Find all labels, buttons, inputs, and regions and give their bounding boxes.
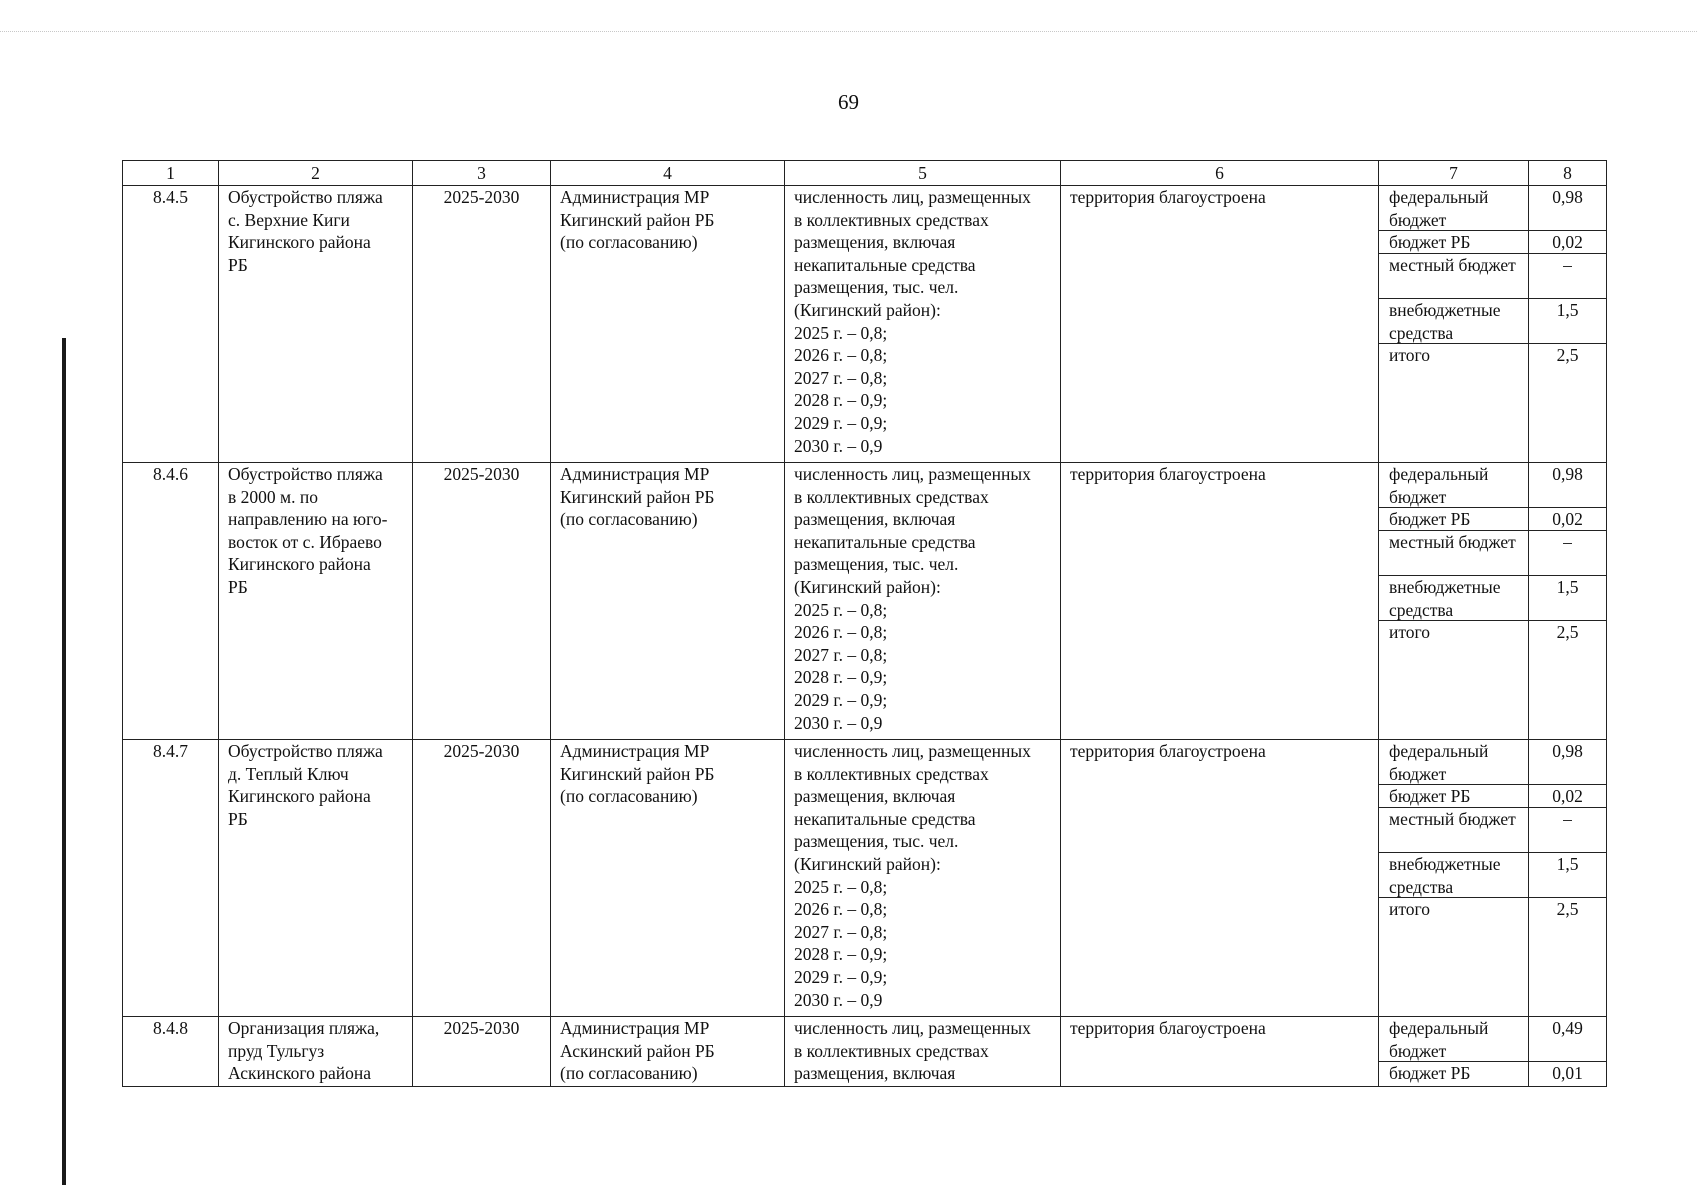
scan-edge-line bbox=[0, 31, 1697, 32]
funding-value: 0,98 bbox=[1529, 740, 1606, 785]
period-cell: 2025-2030 bbox=[413, 186, 551, 463]
executor-line: (по согласованию) bbox=[560, 786, 698, 807]
executor-line: Администрация МР bbox=[560, 741, 710, 761]
funding-source: внебюджетные средства bbox=[1379, 853, 1528, 898]
indicator-line: 2028 г. – 0,9; bbox=[794, 944, 888, 965]
item-name-line: восток от с. Ибраево bbox=[228, 531, 382, 552]
funding-source: итого bbox=[1389, 345, 1431, 365]
funding-value: 0,02 bbox=[1529, 785, 1606, 808]
scan-binding-edge bbox=[62, 338, 66, 1185]
funding-value: 2,5 bbox=[1556, 622, 1579, 642]
executor-line: (по согласованию) bbox=[560, 509, 698, 530]
indicator-line: в коллективных средствах bbox=[794, 763, 989, 784]
table-row bbox=[123, 463, 1607, 740]
indicator-line: (Кигинский район): bbox=[794, 853, 941, 874]
indicator-line: 2030 г. – 0,9 bbox=[794, 989, 883, 1010]
indicator-line: 2030 г. – 0,9 bbox=[794, 435, 883, 456]
funding-value: 2,5 bbox=[1556, 345, 1579, 365]
indicator-line: численность лиц, размещенных bbox=[794, 741, 1031, 761]
item-name-line: Аскинского района bbox=[228, 1063, 371, 1084]
funding-source: федеральный бюджет bbox=[1379, 186, 1528, 231]
indicator-cell bbox=[785, 1017, 1061, 1087]
period-cell: 2025-2030 bbox=[413, 740, 551, 1017]
indicator-line: 2029 г. – 0,9; bbox=[794, 689, 888, 710]
funding-value: 0,02 bbox=[1529, 231, 1606, 254]
executor-line: Кигинский район РБ bbox=[560, 763, 715, 784]
period-cell: 2025-2030 bbox=[413, 1017, 551, 1087]
item-name-line: Обустройство пляжа bbox=[228, 464, 383, 484]
funding-value-cell bbox=[1529, 463, 1607, 740]
item-name-line: РБ bbox=[228, 576, 248, 597]
header-cell: 5 bbox=[785, 161, 1061, 186]
item-name-line: РБ bbox=[228, 254, 248, 275]
executor-line: Администрация МР bbox=[560, 464, 710, 484]
indicator-line: численность лиц, размещенных bbox=[794, 1018, 1031, 1038]
table-row bbox=[123, 1017, 1607, 1087]
table-row bbox=[123, 740, 1607, 1017]
executor-line: Администрация МР bbox=[560, 187, 710, 207]
funding-source: итого bbox=[1389, 622, 1431, 642]
indicator-line: 2027 г. – 0,8; bbox=[794, 921, 888, 942]
indicator-line: 2030 г. – 0,9 bbox=[794, 712, 883, 733]
executor-cell bbox=[551, 463, 785, 740]
page-number: 69 bbox=[838, 90, 859, 114]
executor-line: Администрация МР bbox=[560, 1018, 710, 1038]
header-cell: 3 bbox=[413, 161, 551, 186]
indicator-line: 2025 г. – 0,8; bbox=[794, 599, 888, 620]
funding-source: бюджет РБ bbox=[1379, 508, 1528, 531]
funding-value: 0,02 bbox=[1529, 508, 1606, 531]
item-name-line: в 2000 м. по bbox=[228, 486, 318, 507]
item-name-line: д. Теплый Ключ bbox=[228, 763, 349, 784]
funding-source-cell bbox=[1379, 740, 1529, 1017]
funding-value: 0,49 bbox=[1529, 1017, 1606, 1062]
indicator-line: 2026 г. – 0,8; bbox=[794, 622, 888, 643]
item-name-line: Кигинского района bbox=[228, 786, 371, 807]
item-name-cell bbox=[219, 740, 413, 1017]
program-table bbox=[122, 160, 1607, 1087]
funding-source: федеральный бюджет bbox=[1379, 740, 1528, 785]
funding-source-cell bbox=[1379, 1017, 1529, 1087]
funding-source-cell bbox=[1379, 463, 1529, 740]
indicator-line: 2028 г. – 0,9; bbox=[794, 390, 888, 411]
indicator-line: в коллективных средствах bbox=[794, 486, 989, 507]
table-row bbox=[123, 186, 1607, 463]
executor-line: Кигинский район РБ bbox=[560, 209, 715, 230]
indicator-cell bbox=[785, 740, 1061, 1017]
indicator-cell bbox=[785, 186, 1061, 463]
indicator-line: 2027 г. – 0,8; bbox=[794, 644, 888, 665]
item-name-line: Обустройство пляжа bbox=[228, 741, 383, 761]
indicator-line: 2026 г. – 0,8; bbox=[794, 899, 888, 920]
item-number-cell: 8.4.6 bbox=[123, 463, 219, 740]
item-name-line: с. Верхние Киги bbox=[228, 209, 350, 230]
item-name-line: Организация пляжа, bbox=[228, 1018, 380, 1038]
indicator-line: 2025 г. – 0,8; bbox=[794, 876, 888, 897]
funding-source: внебюджетные средства bbox=[1379, 576, 1528, 621]
item-name-cell bbox=[219, 186, 413, 463]
indicator-line: 2026 г. – 0,8; bbox=[794, 345, 888, 366]
item-name-line: Кигинского района bbox=[228, 554, 371, 575]
indicator-line: в коллективных средствах bbox=[794, 1040, 989, 1061]
indicator-line: 2025 г. – 0,8; bbox=[794, 322, 888, 343]
funding-value: 0,01 bbox=[1552, 1063, 1583, 1083]
funding-value: 2,5 bbox=[1556, 899, 1579, 919]
executor-line: Аскинский район РБ bbox=[560, 1040, 715, 1061]
indicator-line: (Кигинский район): bbox=[794, 299, 941, 320]
item-name-line: направлению на юго- bbox=[228, 509, 388, 530]
indicator-line: размещения, включая bbox=[794, 786, 956, 807]
item-number-cell: 8.4.8 bbox=[123, 1017, 219, 1087]
indicator-line: размещения, тыс. чел. bbox=[794, 831, 959, 852]
funding-value: – bbox=[1529, 808, 1606, 853]
funding-value: 1,5 bbox=[1529, 576, 1606, 621]
header-cell: 2 bbox=[219, 161, 413, 186]
funding-source: местный бюджет bbox=[1379, 254, 1528, 299]
funding-value-cell bbox=[1529, 186, 1607, 463]
indicator-line: размещения, тыс. чел. bbox=[794, 277, 959, 298]
executor-cell bbox=[551, 740, 785, 1017]
table-header-row bbox=[123, 161, 1607, 186]
header-cell: 7 bbox=[1379, 161, 1529, 186]
item-name-line: Обустройство пляжа bbox=[228, 187, 383, 207]
funding-value-cell bbox=[1529, 1017, 1607, 1087]
item-number-cell: 8.4.5 bbox=[123, 186, 219, 463]
funding-source: бюджет РБ bbox=[1379, 785, 1528, 808]
funding-source: бюджет РБ bbox=[1379, 231, 1528, 254]
header-cell: 8 bbox=[1529, 161, 1607, 186]
result-cell: территория благоустроена bbox=[1061, 1017, 1379, 1087]
funding-source: местный бюджет bbox=[1379, 808, 1528, 853]
funding-source-cell bbox=[1379, 186, 1529, 463]
item-name-cell bbox=[219, 1017, 413, 1087]
funding-value: 0,98 bbox=[1529, 463, 1606, 508]
funding-source: бюджет РБ bbox=[1389, 1063, 1471, 1083]
executor-cell bbox=[551, 186, 785, 463]
header-cell: 1 bbox=[123, 161, 219, 186]
header-cell: 4 bbox=[551, 161, 785, 186]
indicator-line: некапитальные средства bbox=[794, 254, 976, 275]
funding-value: – bbox=[1529, 531, 1606, 576]
period-cell: 2025-2030 bbox=[413, 463, 551, 740]
indicator-line: численность лиц, размещенных bbox=[794, 464, 1031, 484]
executor-line: (по согласованию) bbox=[560, 1063, 698, 1084]
funding-source: итого bbox=[1389, 899, 1431, 919]
executor-line: Кигинский район РБ bbox=[560, 486, 715, 507]
header-cell: 6 bbox=[1061, 161, 1379, 186]
funding-value: 1,5 bbox=[1529, 853, 1606, 898]
item-name-line: РБ bbox=[228, 808, 248, 829]
funding-value: – bbox=[1529, 254, 1606, 299]
indicator-line: в коллективных средствах bbox=[794, 209, 989, 230]
result-cell: территория благоустроена bbox=[1061, 740, 1379, 1017]
item-name-line: пруд Тульгуз bbox=[228, 1040, 325, 1061]
funding-source: местный бюджет bbox=[1379, 531, 1528, 576]
indicator-line: некапитальные средства bbox=[794, 808, 976, 829]
indicator-line: размещения, тыс. чел. bbox=[794, 554, 959, 575]
funding-value: 1,5 bbox=[1529, 299, 1606, 344]
result-cell: территория благоустроена bbox=[1061, 186, 1379, 463]
executor-cell bbox=[551, 1017, 785, 1087]
item-number-cell: 8.4.7 bbox=[123, 740, 219, 1017]
funding-value: 0,98 bbox=[1529, 186, 1606, 231]
indicator-line: размещения, включая bbox=[794, 1063, 956, 1084]
funding-value-cell bbox=[1529, 740, 1607, 1017]
result-cell: территория благоустроена bbox=[1061, 463, 1379, 740]
indicator-line: 2028 г. – 0,9; bbox=[794, 667, 888, 688]
indicator-line: численность лиц, размещенных bbox=[794, 187, 1031, 207]
indicator-line: некапитальные средства bbox=[794, 531, 976, 552]
executor-line: (по согласованию) bbox=[560, 232, 698, 253]
funding-source: федеральный бюджет bbox=[1379, 1017, 1528, 1062]
item-name-line: Кигинского района bbox=[228, 232, 371, 253]
indicator-line: 2027 г. – 0,8; bbox=[794, 367, 888, 388]
item-name-cell bbox=[219, 463, 413, 740]
indicator-line: размещения, включая bbox=[794, 509, 956, 530]
funding-source: федеральный бюджет bbox=[1379, 463, 1528, 508]
indicator-line: 2029 г. – 0,9; bbox=[794, 412, 888, 433]
funding-source: внебюджетные средства bbox=[1379, 299, 1528, 344]
indicator-cell bbox=[785, 463, 1061, 740]
indicator-line: 2029 г. – 0,9; bbox=[794, 966, 888, 987]
indicator-line: (Кигинский район): bbox=[794, 576, 941, 597]
indicator-line: размещения, включая bbox=[794, 232, 956, 253]
